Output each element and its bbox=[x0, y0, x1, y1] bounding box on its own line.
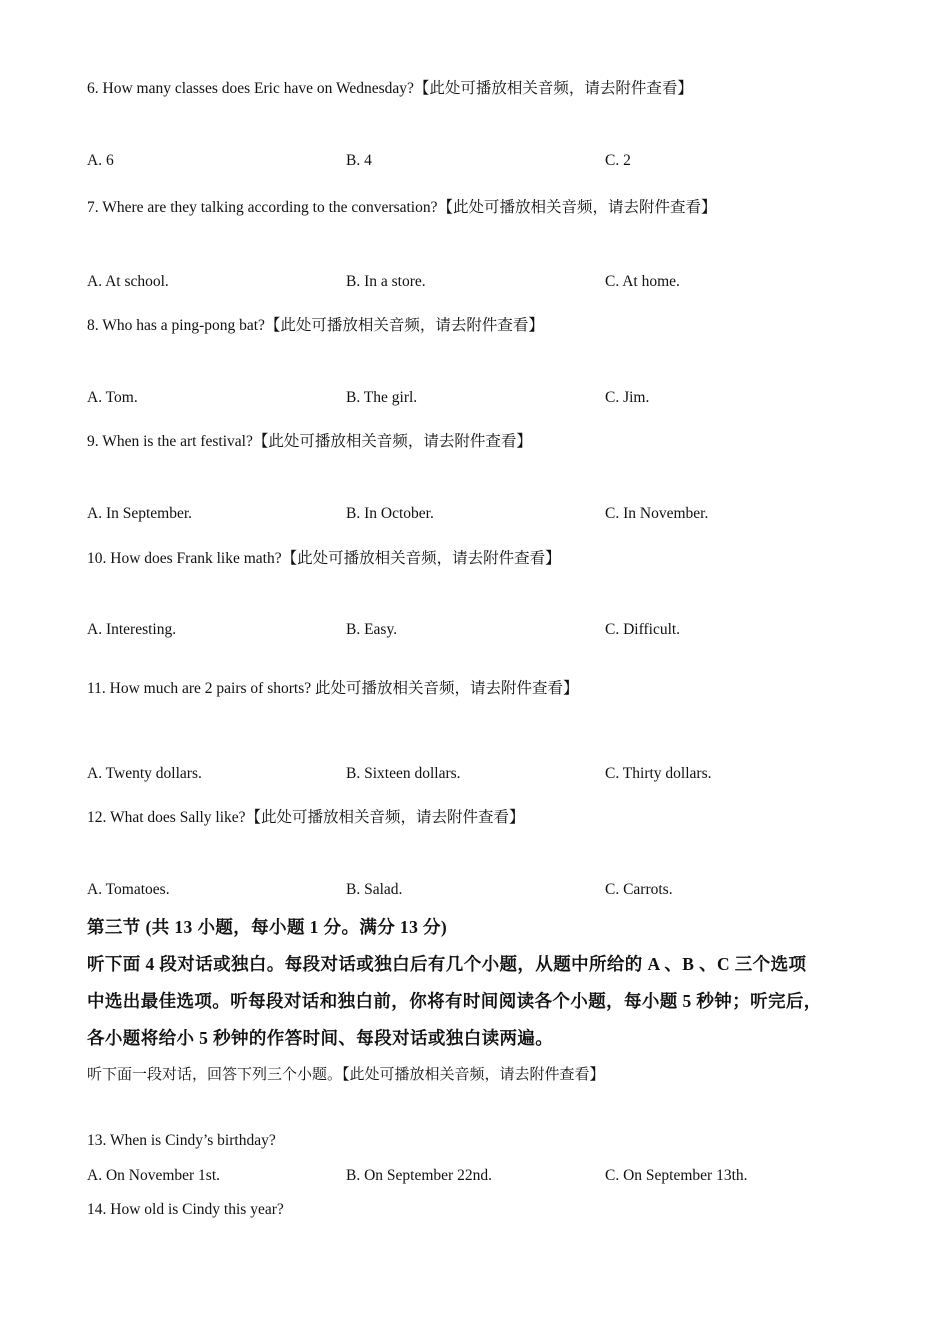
question-8: 8. Who has a ping-pong bat?【此处可播放相关音频，请去附件查看】 bbox=[87, 317, 544, 334]
q13-option-a: A. On November 1st. bbox=[87, 1167, 221, 1184]
q13-option-c: C. On September 13th. bbox=[605, 1167, 748, 1184]
q8-option-a: A. Tom. bbox=[87, 389, 138, 406]
q7-option-a: A. At school. bbox=[87, 273, 169, 290]
q12-option-c: C. Carrots. bbox=[605, 881, 673, 898]
q9-option-b: B. In October. bbox=[346, 505, 434, 522]
question-10: 10. How does Frank like math?【此处可播放相关音频，请去附件查看】 bbox=[87, 550, 561, 567]
q11-option-a: A. Twenty dollars. bbox=[87, 765, 202, 782]
q11-option-b: B. Sixteen dollars. bbox=[346, 765, 461, 782]
q6-option-a: A. 6 bbox=[87, 152, 114, 169]
q10-option-a: A. Interesting. bbox=[87, 621, 177, 638]
q10-option-b: B. Easy. bbox=[346, 621, 398, 638]
question-14: 14. How old is Cindy this year? bbox=[87, 1201, 284, 1218]
question-9: 9. When is the art festival?【此处可播放相关音频，请去附件查看】 bbox=[87, 433, 532, 450]
question-11: 11. How much are 2 pairs of shorts? 此处可播放相关音频，请去附件查看】 bbox=[87, 680, 579, 697]
q7-option-c: C. At home. bbox=[605, 273, 680, 290]
q10-option-c: C. Difficult. bbox=[605, 621, 681, 638]
question-6: 6. How many classes does Eric have on Wednesday?【此处可播放相关音频，请去附件查看】 bbox=[87, 80, 693, 97]
q8-option-c: C. Jim. bbox=[605, 389, 650, 406]
q9-option-c: C. In November. bbox=[605, 505, 709, 522]
q13-option-b: B. On September 22nd. bbox=[346, 1167, 492, 1184]
q6-option-c: C. 2 bbox=[605, 152, 631, 169]
section-3-instruction-line-1: 听下面 4 段对话或独白。每段对话或独白后有几个小题，从题中所给的 A 、B 、C 三个选项 bbox=[87, 954, 807, 974]
dialogue-prompt: 听下面一段对话，回答下列三个小题。【此处可播放相关音频，请去附件查看】 bbox=[87, 1067, 605, 1083]
section-3-heading: 第三节 (共 13 小题，每小题 1 分。满分 13 分) bbox=[87, 917, 448, 937]
question-7: 7. Where are they talking according to the conversation?【此处可播放相关音频，请去附件查看】 bbox=[87, 199, 717, 216]
section-3-instruction-line-2: 中选出最佳选项。听每段对话和独白前，你将有时间阅读各个小题，每小题 5 秒钟；听完后， bbox=[87, 991, 822, 1011]
q8-option-b: B. The girl. bbox=[346, 389, 418, 406]
section-3-instruction-line-3: 各小题将给小 5 秒钟的作答时间、每段对话或独白读两遍。 bbox=[87, 1028, 554, 1048]
q6-option-b: B. 4 bbox=[346, 152, 372, 169]
q12-option-a: A. Tomatoes. bbox=[87, 881, 170, 898]
q11-option-c: C. Thirty dollars. bbox=[605, 765, 712, 782]
q9-option-a: A. In September. bbox=[87, 505, 193, 522]
q12-option-b: B. Salad. bbox=[346, 881, 403, 898]
q7-option-b: B. In a store. bbox=[346, 273, 426, 290]
question-12: 12. What does Sally like?【此处可播放相关音频，请去附件查看】 bbox=[87, 809, 525, 826]
question-13: 13. When is Cindy’s birthday? bbox=[87, 1132, 276, 1149]
